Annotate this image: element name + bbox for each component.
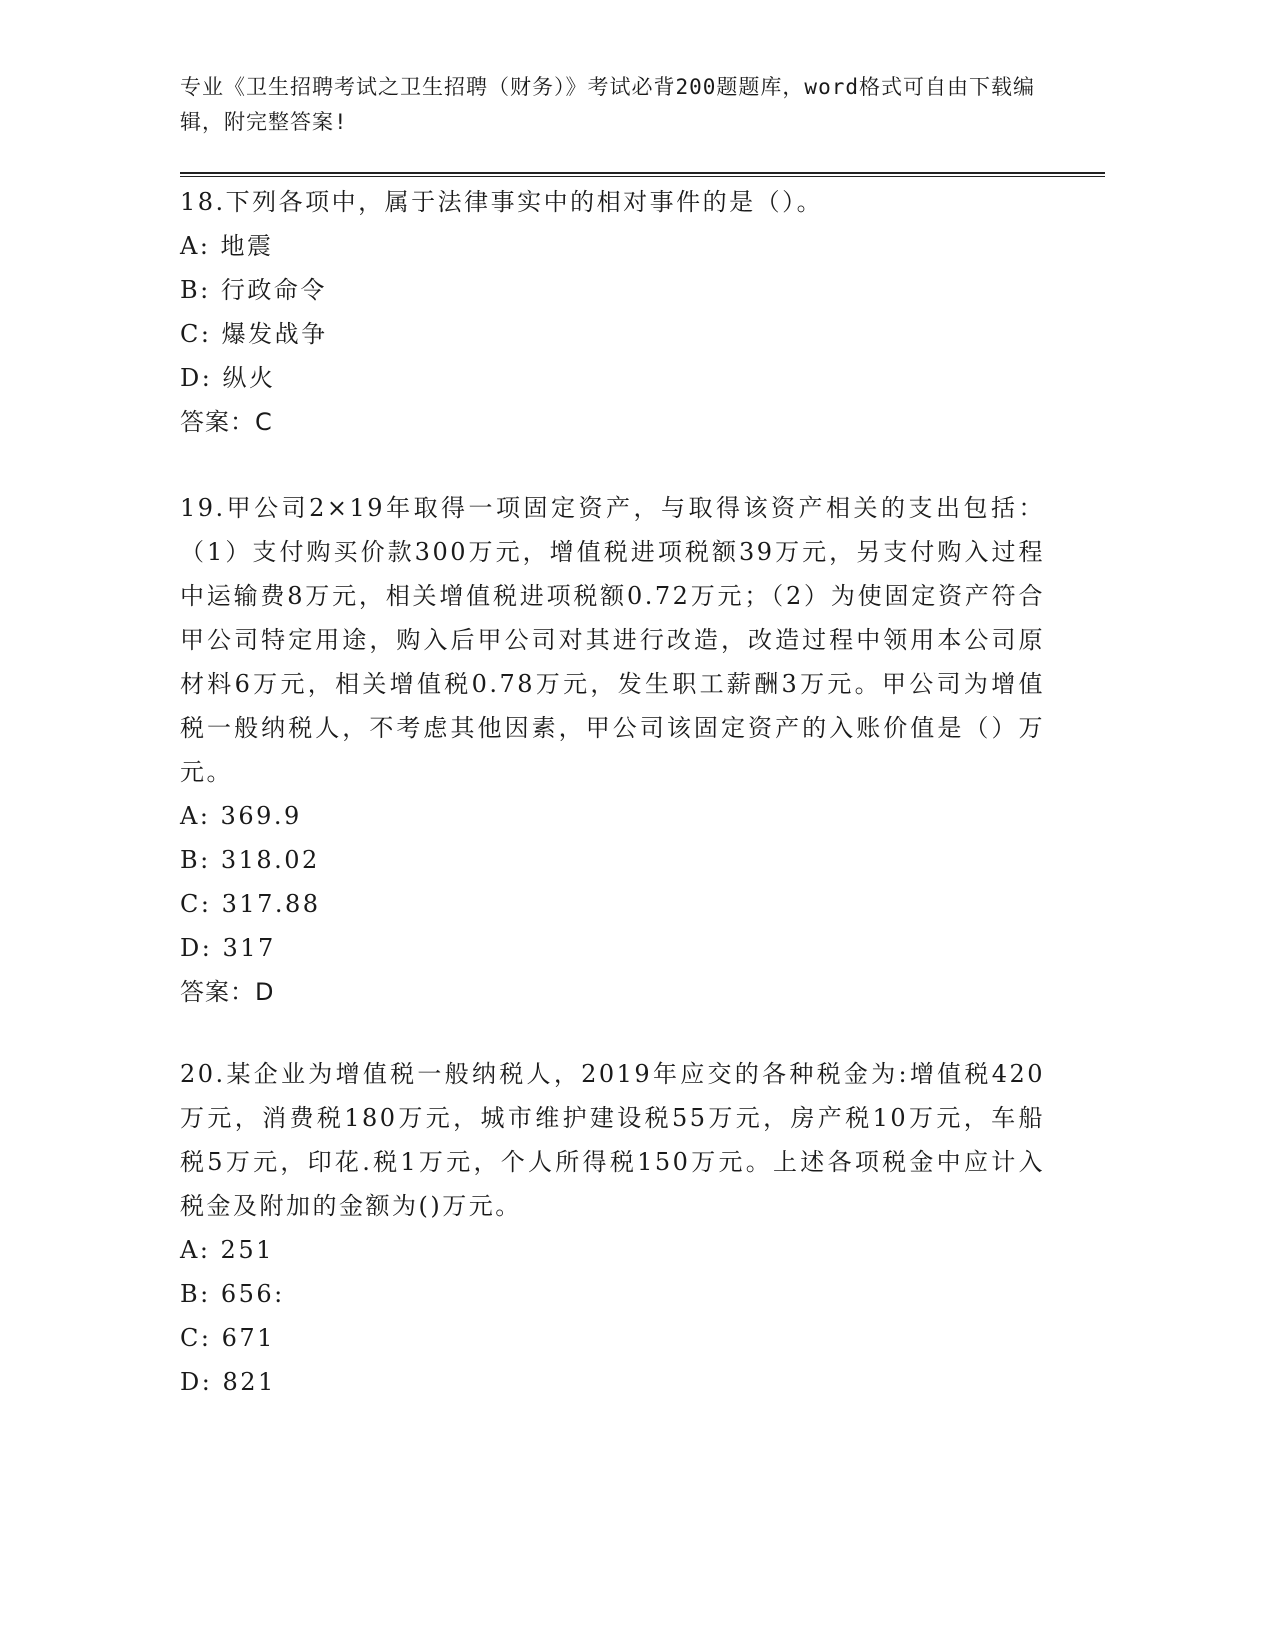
option-b: B: 318.02 bbox=[180, 846, 320, 874]
question-20 bbox=[180, 1052, 1045, 1404]
option-c: C: 671 bbox=[180, 1324, 275, 1352]
option-d: D: 纵火 bbox=[180, 364, 276, 392]
option-d: D: 821 bbox=[180, 1368, 276, 1396]
answer: 答案：D bbox=[180, 978, 275, 1006]
header-divider bbox=[180, 172, 1105, 177]
question-stem: 19.甲公司2×19年取得一项固定资产，与取得该资产相关的支出包括：（1）支付购买价款300万元，增值税进项税额39万元，另支付购入过程中运输费8万元，相关增值税进项税额0.72万元；（2）为使固定资产符合甲公司特定用途，购入后甲公司对其进行改造，改造过程中领用本公司原材料6万元，相关增值税0.78万元，发生职工薪酬3万元。甲公司为增值税一般纳税人，不考虑其他因素，甲公司该固定资产的入账价值是（）万元。 bbox=[180, 494, 1045, 786]
question-19 bbox=[180, 486, 1045, 1014]
document-header: 专业《卫生招聘考试之卫生招聘（财务）》考试必背200题题库，word格式可自由下载编辑，附完整答案! bbox=[180, 75, 1035, 134]
answer: 答案：C bbox=[180, 408, 273, 436]
question-stem: 20.某企业为增值税一般纳税人，2019年应交的各种税金为:增值税420万元，消费税180万元，城市维护建设税55万元，房产税10万元，车船税5万元，印花.税1万元，个人所得税150万元。上述各项税金中应计入税金及附加的金额为()万元。 bbox=[180, 1060, 1045, 1220]
option-c: C: 爆发战争 bbox=[180, 320, 328, 348]
question-stem: 18.下列各项中，属于法律事实中的相对事件的是（）。 bbox=[180, 188, 824, 216]
option-d: D: 317 bbox=[180, 934, 276, 962]
question-18 bbox=[180, 180, 1045, 444]
option-b: B: 656: bbox=[180, 1280, 285, 1308]
option-c: C: 317.88 bbox=[180, 890, 321, 918]
option-a: A: 369.9 bbox=[180, 802, 302, 830]
option-b: B: 行政命令 bbox=[180, 276, 327, 304]
option-a: A: 地震 bbox=[180, 232, 274, 260]
option-a: A: 251 bbox=[180, 1236, 274, 1264]
